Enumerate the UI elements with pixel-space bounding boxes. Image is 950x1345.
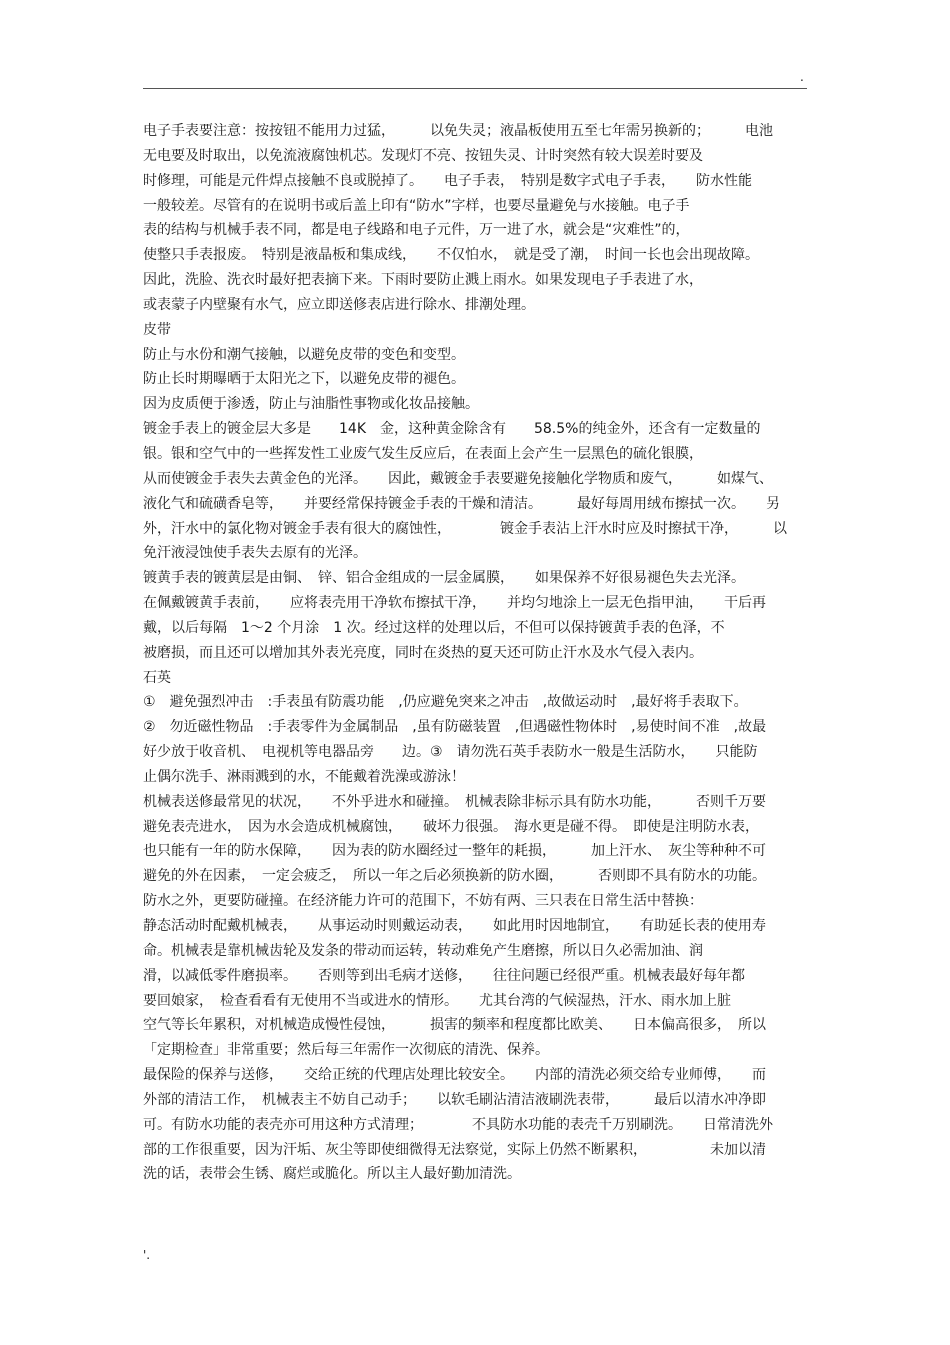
text-line: 镀黄手表的镀黄层是由铜、 锌、铝合金组成的一层金属膜， 如果保养不好很易褪色失去光泽。 bbox=[143, 570, 745, 587]
document-body bbox=[143, 119, 813, 1187]
text-line: 静态活动时配戴机械表， 从事运动时则戴运动表， 如此用时因地制宜， 有助延长表的使用寿 bbox=[143, 918, 766, 934]
text-line: 戴，以后每隔 1～2 个月涂 1 次。经过这样的处理以后，不但可以保持镀黄手表的色泽，不 bbox=[143, 619, 725, 636]
text-line: 可。有防水功能的表壳亦可用这种方式清理； 不具防水功能的表壳千万别刷洗。 日常清洗外 bbox=[143, 1116, 773, 1133]
text-line: 使整只手表报废。 特别是液晶板和集成线， 不仅怕水， 就是受了潮， 时间一长也会出现故障。 bbox=[143, 247, 759, 264]
text-line: 避免的外在因素， 一定会疲乏， 所以一年之后必须换新的防水圈， 否则即不具有防水的功能。 bbox=[143, 868, 766, 885]
text-line: 也只能有一年的防水保障， 因为表的防水圈经过一整年的耗损， 加上汗水、 灰尘等种种不可 bbox=[143, 843, 766, 860]
text-line: 外，汗水中的氯化物对镀金手表有很大的腐蚀性， 镀金手表沾上汗水时应及时擦拭干净， 以 bbox=[143, 520, 787, 537]
text-line: 洗的话，表带会生锈、腐烂或脆化。所以主人最好勤加清洗。 bbox=[143, 1166, 521, 1183]
text-line: 从而使镀金手表失去黄金色的光泽。 因此，戴镀金手表要避免接触化学物质和废气， 如煤气、 bbox=[143, 470, 773, 487]
text-line: ② 勿近磁性物品 :手表零件为金属制品 ,虽有防磁装置 ,但遇磁性物体时 ,易使时间不准 ,故最 bbox=[143, 719, 767, 736]
text-line: 要回娘家， 检查看看有无使用不当或进水的情形。 尤其台湾的气候湿热，汗水、雨水加上脏 bbox=[143, 992, 731, 1009]
header-mark: . bbox=[800, 70, 804, 84]
text-line: 时修理，可能是元件焊点接触不良或脱掉了。 电子手表， 特别是数字式电子手表， 防水性能 bbox=[143, 172, 752, 189]
footer-mark: '. bbox=[143, 1248, 151, 1262]
text-line: 「定期检查」非常重要；然后每三年需作一次彻底的清洗、保养。 bbox=[143, 1042, 549, 1059]
text-line: 止偶尔洗手、淋雨溅到的水，不能戴着洗澡或游泳！ bbox=[143, 768, 465, 785]
text-line: 机械表送修最常见的状况， 不外乎进水和碰撞。 机械表除非标示具有防水功能， 否则千万要 bbox=[143, 793, 766, 810]
text-line: 免汗液浸蚀使手表失去原有的光泽。 bbox=[143, 545, 367, 562]
text-line: 或表蒙子内壁聚有水气，应立即送修表店进行除水、排潮处理。 bbox=[143, 296, 535, 313]
text-line: 因为皮质便于渗透，防止与油脂性事物或化妆品接触。 bbox=[143, 396, 479, 413]
text-line: ① 避免强烈冲击 :手表虽有防震功能 ,仍应避免突来之冲击 ,故做运动时 ,最好将手表取下。 bbox=[143, 694, 748, 711]
text-line: 电子手表要注意：按按钮不能用力过猛， 以免失灵；液晶板使用五至七年需另换新的； 电池 bbox=[143, 123, 773, 139]
text-line: 因此，洗脸、洗衣时最好把表摘下来。下雨时要防止溅上雨水。如果发现电子手表进了水， bbox=[143, 272, 703, 289]
text-line: 最保险的保养与送修， 交给正统的代理店处理比较安全。 内部的清洗必须交给专业师傅， 而 bbox=[143, 1067, 766, 1084]
text-line: 无电要及时取出，以免流液腐蚀机芯。发现灯不亮、按钮失灵、计时突然有较大误差时要及 bbox=[143, 147, 703, 164]
text-line: 被磨损，而且还可以增加其外表光亮度，同时在炎热的夏天还可防止汗水及水气侵入表内。 bbox=[143, 644, 703, 661]
section-heading-leather-strap: 皮带 bbox=[143, 321, 171, 338]
text-line: 外部的清洁工作， 机械表主不妨自己动手； 以软毛刷沾清洁液刷洗表带， 最后以清水冲净即 bbox=[143, 1091, 766, 1108]
text-line: 防止与水份和潮气接触，以避免皮带的变色和变型。 bbox=[143, 346, 465, 363]
text-line: 一般较差。尽管有的在说明书或后盖上印有“防水”字样，也要尽量避免与水接触。电子手 bbox=[143, 197, 690, 214]
text-line: 镀金手表上的镀金层大多是 14K 金，这种黄金除含有 58.5%的纯金外，还含有一定数量的 bbox=[143, 421, 761, 438]
text-line: 液化气和硫磺香皂等， 并要经常保持镀金手表的干燥和清洁。 最好每周用绒布擦拭一次。 另 bbox=[143, 495, 780, 512]
text-line: 空气等长年累积，对机械造成慢性侵蚀， 损害的频率和程度都比欧美、 日本偏高很多， 所以 bbox=[143, 1017, 766, 1034]
text-line: 防止长时期曝晒于太阳光之下，以避免皮带的褪色。 bbox=[143, 371, 465, 388]
text-line: 好少放于收音机、 电视机等电器品旁 边。③ 请勿洗石英手表防水一般是生活防水， 只能防 bbox=[143, 744, 758, 761]
text-line: 命。机械表是靠机械齿轮及发条的带动而运转，转动难免产生磨擦，所以日久必需加油、润 bbox=[143, 942, 703, 959]
header-rule bbox=[143, 88, 807, 89]
text-line: 滑，以减低零件磨损率。 否则等到出毛病才送修， 往往问题已经很严重。机械表最好每年都 bbox=[143, 967, 745, 984]
section-heading-quartz: 石英 bbox=[143, 669, 171, 686]
text-line: 表的结构与机械手表不同，都是电子线路和电子元件，万一进了水，就会是“灾难性”的， bbox=[143, 222, 690, 239]
text-line: 防水之外，更要防碰撞。在经济能力许可的范围下，不妨有两、三只表在日常生活中替换： bbox=[143, 893, 703, 910]
text-line: 避免表壳进水， 因为水会造成机械腐蚀， 破坏力很强。 海水更是碰不得。 即使是注明防水表， bbox=[143, 818, 759, 835]
text-line: 在佩戴镀黄手表前， 应将表壳用干净软布擦拭干净， 并均匀地涂上一层无色指甲油， 干后再 bbox=[143, 595, 766, 612]
text-line: 银。银和空气中的一些挥发性工业废气发生反应后，在表面上会产生一层黑色的硫化银膜， bbox=[143, 445, 703, 462]
text-line: 部的工作很重要，因为汗垢、灰尘等即使细微得无法察觉，实际上仍然不断累积， 未加以清 bbox=[143, 1141, 766, 1158]
